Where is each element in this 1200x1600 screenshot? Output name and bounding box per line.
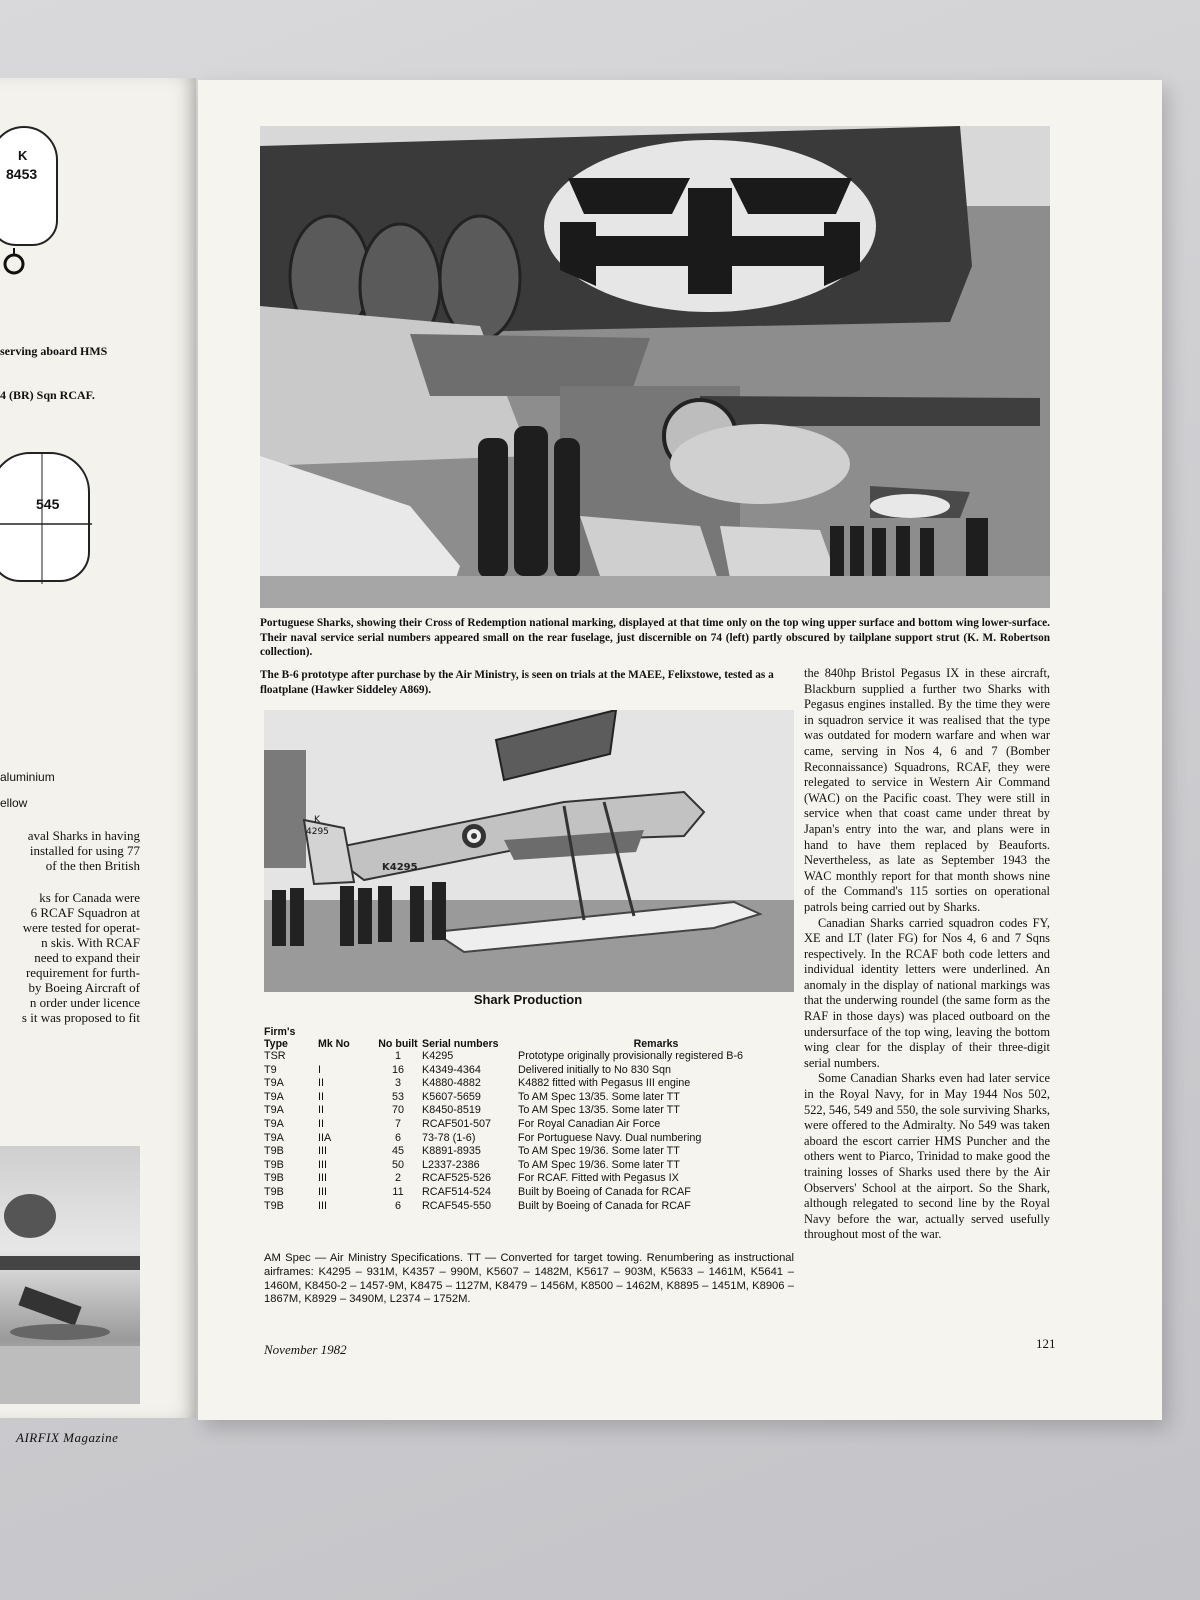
aircraft-tail-drawing-top	[0, 126, 58, 246]
table-title: Shark Production	[473, 992, 583, 1007]
table-row	[264, 1064, 794, 1078]
table-cell-mk: II	[318, 1104, 324, 1117]
tail-marking-serial: 4295	[306, 827, 329, 837]
drawing-label-serial: 8453	[6, 166, 38, 182]
table-row	[264, 1200, 794, 1214]
table-cell-built: 50	[391, 1158, 404, 1171]
table-cell-remarks: Prototype originally provisionally registered B-6	[518, 1050, 744, 1062]
table-row	[264, 1104, 794, 1118]
table-row	[264, 1118, 794, 1132]
table-cell-serials: K5607-5659	[422, 1090, 481, 1103]
table-cell-built: 2	[394, 1172, 401, 1185]
table-cell-mk: IIA	[318, 1131, 332, 1144]
table-cell-serials: RCAF525-526	[422, 1172, 492, 1185]
shark-production-table	[264, 1026, 794, 1213]
tail-marking-k: K	[314, 815, 320, 825]
left-snippet: requirement for furth-	[25, 965, 140, 980]
table-cell-remarks: Built by Boeing of Canada for RCAF	[518, 1185, 691, 1198]
table-cell-remarks: K4882 fitted with Pegasus III engine	[518, 1077, 691, 1090]
table-cell-built: 11	[392, 1185, 404, 1198]
table-cell-serials: RCAF545-550	[422, 1199, 492, 1212]
table-cell-built: 53	[391, 1090, 404, 1103]
table-cell-type: T9B	[264, 1172, 284, 1185]
photo2-caption: The B-6 prototype after purchase by the Air Ministry, is seen on trials at the MAEE, Felixstowe, tested as a floatplane (Hawker Siddeley A869).	[260, 669, 774, 696]
body-paragraph: Canadian Sharks carried squadron codes FY, XE and LT (later FG) for Nos 4, 6 and 7 Sqns respectively. In the RCAF both code letters and individual identity letters were underlined. An anomaly in the display of national markings was that the underwing roundel (the same form as the RAF in those days) was placed outboard on the undersurface of the top wing, leaving the bottom wing clear for the display of their three-digit serial numbers.	[804, 915, 1050, 1070]
table-row	[264, 1132, 794, 1146]
table-cell-remarks: For RCAF. Fitted with Pegasus IX	[518, 1172, 679, 1185]
table-cell-remarks: To AM Spec 13/35. Some later TT	[518, 1090, 680, 1103]
table-cell-built: 3	[394, 1077, 401, 1090]
table-notes: AM Spec — Air Ministry Specifications. TT — Converted for target towing. Renumbering as instructional airframes: K4295 – 931M, K4357 – 990M, K5607 – 1482M, K5617 – 903M, K5633 – 1461M, K5641 – 1460M, K8450-2 – 1457-9M, K8475 – 1127M, K8479 – 1456M, K8500 – 1462M, K8895 – 1451M, K8906 – 1867M, K8929 – 3490M, L2374 – 1752M.	[264, 1252, 794, 1306]
page-number: 121	[1036, 1336, 1056, 1351]
table-cell-type: TSR	[264, 1050, 286, 1062]
table-row	[264, 1172, 794, 1186]
magazine-page	[198, 80, 1162, 1420]
left-snippet: of the then British	[45, 858, 140, 873]
article-body-column	[804, 666, 1050, 1243]
header-firm-type: Firm's Type	[264, 1026, 296, 1050]
left-snippet: by Boeing Aircraft of	[28, 980, 140, 995]
table-cell-type: T9B	[264, 1185, 284, 1198]
table-cell-type: T9A	[264, 1104, 284, 1117]
landing-wheel-drawing	[0, 248, 40, 288]
table-cell-mk: III	[318, 1199, 327, 1212]
left-snippet: 4 (BR) Sqn RCAF.	[0, 388, 95, 402]
left-snippet: s it was proposed to fit	[21, 1010, 140, 1025]
table-row	[264, 1050, 794, 1064]
left-snippet: n order under licence	[29, 995, 140, 1010]
table-cell-type: T9B	[264, 1145, 284, 1158]
table-header-row	[264, 1026, 794, 1050]
table-cell-built: 70	[391, 1104, 404, 1117]
table-cell-remarks: Delivered initially to No 830 Sqn	[518, 1063, 672, 1076]
table-cell-built: 45	[391, 1145, 404, 1158]
body-paragraph: Some Canadian Sharks even had later service in the Royal Navy, for in May 1944 Nos 502, 522, 546, 549 and 550, the sole surviving Sharks, were offered to the Admiralty. No 549 was taken aboard the escort carrier HMS Puncher and the others went to Piarco, Trinidad to make good the training losses of Sharks used there by the Air Observers' School at the airport. So the Shark, although relegated to second line by the Royal Navy before the war, actually served usefully throughout most of the war.	[804, 1071, 1050, 1242]
table-cell-type: T9B	[264, 1199, 284, 1212]
table-cell-type: T9B	[264, 1158, 284, 1171]
portuguese-sharks-photo	[260, 126, 1050, 608]
table-cell-serials: 73-78 (1-6)	[422, 1131, 476, 1144]
aircraft-tail-drawing-bottom	[0, 452, 90, 582]
footer-date: November 1982	[264, 1342, 347, 1357]
table-cell-serials: L2337-2386	[422, 1158, 480, 1171]
left-snippet: were tested for operat-	[22, 920, 140, 935]
photo1-caption: Portuguese Sharks, showing their Cross of Redemption national marking, displayed at that time only on the top wing upper surface and bottom wing lower-surface. Their naval service serial numbers appeared small on the rear fuselage, just discernible on 74 (left) partly obscured by tailplane support strut (K. M. Robertson collection).	[260, 617, 1050, 659]
left-snippet: need to expand their	[34, 950, 140, 965]
body-paragraph: the 840hp Bristol Pegasus IX in these aircraft, Blackburn supplied a further two Sharks with Pegasus engines installed. By the time they were in squadron service it was realised that the type was outdated for modern warfare and when war came, serving in Nos 4, 6 and 7 (Bomber Reconnaissance) Squadrons, RCAF, they were relegated to service in Western Air Command (WAC) on the Pacific coast. They were still in service when that coast came under threat by Japan's entry into the war, and plans were in hand to have them replaced by Beauforts. Nevertheless, as late as September 1943 the WAC monthly report for that month shows nine of the Command's 115 sorties on operational patrols being carried out by Sharks.	[804, 666, 1050, 914]
table-cell-mk: II	[318, 1077, 324, 1090]
table-cell-type: T9A	[264, 1090, 284, 1103]
table-cell-mk: III	[318, 1185, 327, 1198]
table-cell-mk: II	[318, 1090, 324, 1103]
table-row	[264, 1077, 794, 1091]
table-cell-serials: K4349-4364	[422, 1063, 481, 1076]
header-mk-no: Mk No	[318, 1038, 350, 1050]
left-snippet: ks for Canada were	[39, 890, 140, 905]
table-cell-built: 6	[394, 1131, 401, 1144]
drawing-label-545: 545	[36, 496, 60, 512]
table-cell-mk: III	[318, 1145, 327, 1158]
left-snippet: n skis. With RCAF	[41, 935, 140, 950]
header-no-built: No built	[378, 1038, 418, 1050]
table-cell-mk: I	[318, 1063, 321, 1076]
table-row	[264, 1159, 794, 1173]
table-cell-serials: RCAF501-507	[422, 1117, 492, 1130]
table-row	[264, 1091, 794, 1105]
table-cell-type: T9	[264, 1063, 277, 1076]
table-cell-serials: K4880-4882	[422, 1077, 481, 1090]
table-cell-serials: K8450-8519	[422, 1104, 481, 1117]
left-snippet: ellow	[0, 796, 28, 810]
header-serial-numbers: Serial numbers	[422, 1038, 499, 1050]
table-cell-built: 6	[394, 1199, 401, 1212]
left-snippet: aval Sharks in having	[27, 828, 140, 843]
table-cell-serials: RCAF514-524	[422, 1185, 492, 1198]
table-cell-mk: III	[318, 1158, 327, 1171]
drawing-label-k: K	[18, 148, 28, 163]
table-cell-built: 7	[394, 1117, 401, 1130]
table-cell-serials: K4295	[422, 1050, 454, 1062]
table-cell-built: 16	[391, 1063, 404, 1076]
left-snippet: installed for using 77	[29, 843, 140, 858]
b6-prototype-floatplane-photo	[264, 710, 794, 992]
table-cell-mk: III	[318, 1172, 327, 1185]
table-cell-mk	[318, 1050, 374, 1064]
table-cell-remarks: To AM Spec 13/35. Some later TT	[518, 1104, 680, 1117]
table-cell-serials: K8891-8935	[422, 1145, 481, 1158]
left-page	[0, 78, 196, 1445]
header-remarks: Remarks	[633, 1038, 679, 1050]
table-cell-mk: II	[318, 1117, 324, 1130]
left-floatplane-photo	[0, 1146, 140, 1404]
table-cell-built: 1	[394, 1050, 401, 1062]
table-row	[264, 1186, 794, 1200]
table-cell-remarks: For Portuguese Navy. Dual numbering	[518, 1131, 702, 1144]
table-cell-remarks: Built by Boeing of Canada for RCAF	[518, 1199, 691, 1212]
left-snippet: serving aboard HMS	[0, 344, 108, 358]
table-cell-type: T9A	[264, 1117, 284, 1130]
table-cell-remarks: To AM Spec 19/36. Some later TT	[518, 1145, 680, 1158]
left-page-footer: AIRFIX Magazine	[16, 1430, 119, 1445]
table-cell-type: T9A	[264, 1131, 284, 1144]
table-cell-remarks: For Royal Canadian Air Force	[518, 1117, 661, 1130]
fuselage-marking-serial: K4295	[382, 862, 418, 873]
left-snippet: aluminium	[0, 770, 55, 784]
table-row	[264, 1145, 794, 1159]
table-cell-remarks: To AM Spec 19/36. Some later TT	[518, 1158, 680, 1171]
table-cell-type: T9A	[264, 1077, 284, 1090]
left-snippet: 6 RCAF Squadron at	[30, 905, 140, 920]
